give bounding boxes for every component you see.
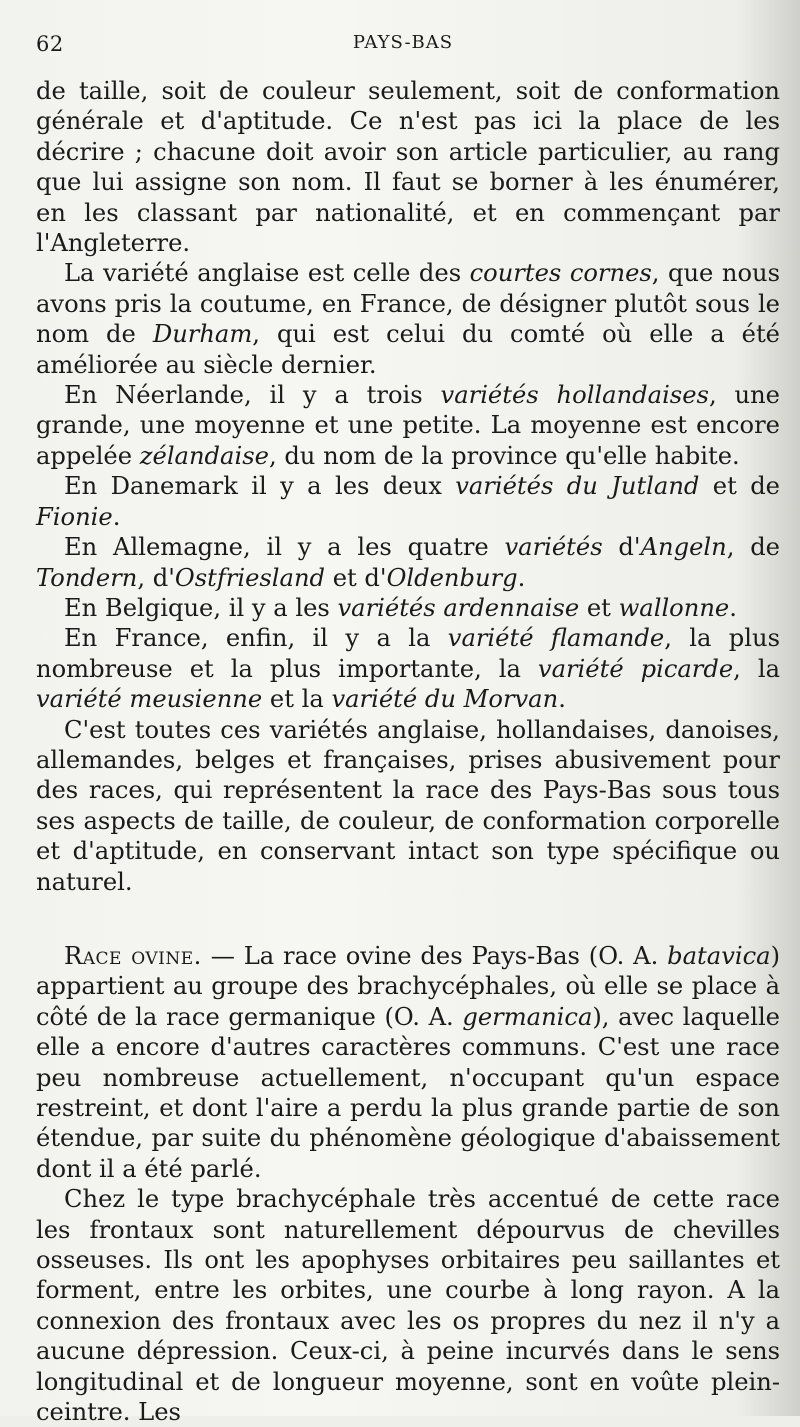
page-header <box>36 32 770 60</box>
italic-term: Ostfriesland <box>174 563 326 592</box>
paragraph-brachycephalic: Chez le type brachycéphale très accentué de cette race les frontaux sont naturellement dépourvus de chevilles osseuses. Ils ont les apophyses orbitaires peu saillantes et forment, entre les orbites, une courbe à long rayon. A la connexion des frontaux avec les os propres du nez il n'y a aucune dépression. Ceux-ci, à peine incurvés dans le sens longitudinal et de longueur moyenne, sont en voûte plein-ceintre. Les <box>36 1185 780 1427</box>
italic-term: Tondern <box>36 563 138 592</box>
italic-term: batavica <box>667 941 771 970</box>
italic-term: courtes cornes <box>469 259 652 288</box>
paragraph-belgium: En Belgique, il y a les variétés ardennaise et wallonne. <box>64 593 737 622</box>
paragraph-summary: C'est toutes ces variétés anglaise, hollandaises, danoises, allemandes, belges et françaises, prises abusivement pour des races, qui représentent la race des Pays-Bas sous tous ses aspects de taille, de couleur, de conformation corporelle et d'aptitude, en conservant intact son type spécifique ou naturel. <box>36 715 780 896</box>
running-head: PAYS-BAS <box>352 32 454 53</box>
italic-term: variété du Morvan <box>331 685 559 714</box>
italic-term: Oldenburg <box>386 563 518 592</box>
italic-term: variétés ardennaise <box>337 593 580 622</box>
page-body <box>36 76 780 1427</box>
italic-term: variétés <box>504 533 603 562</box>
italic-term: variété flamande <box>447 624 665 653</box>
page-number: 62 <box>36 32 64 56</box>
paragraph-race-ovine: Race ovine. — La race ovine des Pays-Bas (O. A. batavica) appartient au groupe des brachycéphales, où elle se place à côté de la race germanique (O. A. germanica), avec laquelle elle a encore d'autres caractères communs. C'est une race peu nombreuse actuellement, n'occupant qu'un espace restreint, et dont l'aire a perdu la plus grande partie de son étendue, par suite du phénomène géologique d'abaissement dont il a été parlé. <box>36 941 781 1183</box>
section-gap <box>36 897 780 941</box>
italic-term: zélandaise <box>139 441 269 470</box>
paragraph-continuation: de taille, soit de couleur seulement, soit de conformation générale et d'aptitude. Ce n'est pas ici la place de les décrire ; chacune doit avoir son article particulier, au rang que lui assigne son nom. Il faut se borner à les énumérer, en les classant par nationalité, et en commençant par l'Angleterre. <box>36 77 780 258</box>
paragraph-denmark: En Danemark il y a les deux variétés du Jutland et de Fionie. <box>36 472 780 531</box>
italic-term: wallonne <box>618 593 730 622</box>
paragraph-netherlands: En Néerlande, il y a trois variétés hollandaises, une grande, une moyenne et une petite. La moyenne est encore appelée zélandaise, du nom de la province qu'elle habite. <box>36 381 780 470</box>
paragraph-germany: En Allemagne, il y a les quatre variétés d'Angeln, de Tondern, d'Ostfriesland et d'Oldenburg. <box>36 533 780 592</box>
italic-term: variétés du Jutland <box>455 472 700 501</box>
italic-term: germanica <box>462 1002 593 1031</box>
section-heading: Race ovine. <box>64 941 202 970</box>
paragraph-english-variety: La variété anglaise est celle des courtes cornes, que nous avons pris la coutume, en France, de désigner plutôt sous le nom de Durham, qui est celui du comté où elle a été améliorée au siècle dernier. <box>36 259 780 379</box>
italic-term: variété meusienne <box>36 685 263 714</box>
paragraph-france: En France, enfin, il y a la variété flamande, la plus nombreuse et la plus importante, la variété picarde, la variété meusienne et la variété du Morvan. <box>36 624 780 714</box>
italic-term: Angeln <box>640 533 727 562</box>
italic-term: Fionie <box>36 502 113 531</box>
italic-term: variété picarde <box>537 654 734 683</box>
italic-term: Durham <box>152 320 253 349</box>
italic-term: variétés hollandaises <box>440 381 709 410</box>
